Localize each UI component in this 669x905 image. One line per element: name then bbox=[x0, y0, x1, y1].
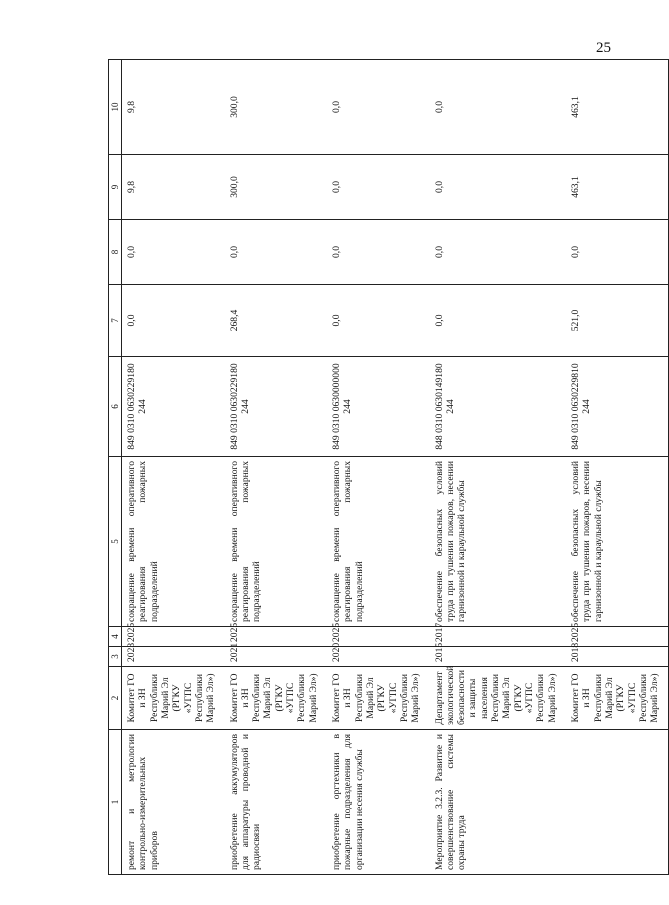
budget-code-cell: 849 0310 0630229180 244 bbox=[122, 357, 225, 457]
column-number: 9 bbox=[109, 155, 122, 220]
activity-cell: приобретение аккумуляторов для аппаратуры проводной и радиосвязи bbox=[225, 730, 328, 875]
column-number: 5 bbox=[109, 457, 122, 627]
value-cell-8: 0,0 bbox=[327, 220, 430, 285]
activity-cell: ремонт и метрологии контрольно-измерительных приборов bbox=[122, 730, 225, 875]
budget-code-cell: 848 0310 0630149180 244 bbox=[430, 357, 566, 457]
result-cell: обеспечение безопасных условий труда при тушении пожаров, несении гарнизонной и караульной службы bbox=[430, 457, 566, 627]
value-cell-8: 0,0 bbox=[122, 220, 225, 285]
column-number: 8 bbox=[109, 220, 122, 285]
end-year-cell: 2025 bbox=[122, 627, 225, 647]
start-year-cell: 2015 bbox=[430, 647, 566, 667]
table-row bbox=[225, 60, 328, 875]
value-cell-9: 300,0 bbox=[225, 155, 328, 220]
start-year-cell: 2021 bbox=[225, 647, 328, 667]
value-cell-8: 0,0 bbox=[430, 220, 566, 285]
value-cell-10: 300,0 bbox=[225, 60, 328, 155]
value-cell-9: 9,8 bbox=[122, 155, 225, 220]
start-year-cell: 2020 bbox=[327, 647, 430, 667]
value-cell-7: 0,0 bbox=[430, 285, 566, 357]
activity-cell bbox=[566, 730, 669, 875]
budget-code-cell: 849 0310 0630000000 244 bbox=[327, 357, 430, 457]
value-cell-10: 0,0 bbox=[430, 60, 566, 155]
executor-cell: Комитет ГО и ЗН Республики Марий Эл (РГКУ «УГПС Республики Марий Эл») bbox=[122, 667, 225, 730]
executor-cell: Комитет ГО и ЗН Республики Марий Эл (РГКУ «УГПС Республики Марий Эл») bbox=[225, 667, 328, 730]
column-number: 2 bbox=[109, 667, 122, 730]
end-year-cell: 2017 bbox=[430, 627, 566, 647]
table-row bbox=[430, 60, 566, 875]
table-row bbox=[327, 60, 430, 875]
column-number: 7 bbox=[109, 285, 122, 357]
page-number: 25 bbox=[596, 40, 611, 56]
budget-table bbox=[108, 59, 669, 875]
end-year-cell: 2025 bbox=[327, 627, 430, 647]
rotated-table-container bbox=[108, 60, 661, 875]
result-cell: сокращение времени оперативного реагирования пожарных подразделений bbox=[122, 457, 225, 627]
column-number-row bbox=[109, 60, 122, 875]
executor-cell: Комитет ГО и ЗН Республики Марий Эл (РГКУ «УГПС Республики Марий Эл») bbox=[327, 667, 430, 730]
column-number: 3 bbox=[109, 647, 122, 667]
end-year-cell: 2025 bbox=[225, 627, 328, 647]
value-cell-8: 0,0 bbox=[566, 220, 669, 285]
result-cell: сокращение времени оперативного реагирования пожарных подразделений bbox=[225, 457, 328, 627]
table-row bbox=[566, 60, 669, 875]
budget-code-cell: 849 0310 0630229810 244 bbox=[566, 357, 669, 457]
value-cell-9: 0,0 bbox=[430, 155, 566, 220]
end-year-cell: 2025 bbox=[566, 627, 669, 647]
value-cell-8: 0,0 bbox=[225, 220, 328, 285]
value-cell-7: 0,0 bbox=[122, 285, 225, 357]
start-year-cell: 2023 bbox=[122, 647, 225, 667]
value-cell-9: 463,1 bbox=[566, 155, 669, 220]
value-cell-10: 0,0 bbox=[327, 60, 430, 155]
result-cell: сокращение времени оперативного реагирования пожарных подразделений bbox=[327, 457, 430, 627]
activity-cell: приобретение оргтехники в пожарные подразделения для организации несения службы bbox=[327, 730, 430, 875]
executor-cell: Комитет ГО и ЗН Республики Марий Эл (РГКУ «УГПС Республики Марий Эл») bbox=[566, 667, 669, 730]
budget-code-cell: 849 0310 0630229180 244 bbox=[225, 357, 328, 457]
activity-cell: Мероприятие 3.2.3. Развитие и совершенствование системы охраны труда bbox=[430, 730, 566, 875]
result-cell: обеспечение безопасных условий труда при тушении пожаров, несении гарнизонной и караульной службы bbox=[566, 457, 669, 627]
executor-cell: Департамент экологической безопасности и защиты населения Республики Марий Эл (РГКУ «УГПС Республики Марий Эл») bbox=[430, 667, 566, 730]
column-number: 4 bbox=[109, 627, 122, 647]
value-cell-7: 521,0 bbox=[566, 285, 669, 357]
column-number: 10 bbox=[109, 60, 122, 155]
table-row bbox=[122, 60, 225, 875]
value-cell-7: 0,0 bbox=[327, 285, 430, 357]
value-cell-10: 463,1 bbox=[566, 60, 669, 155]
value-cell-9: 0,0 bbox=[327, 155, 430, 220]
value-cell-10: 9,8 bbox=[122, 60, 225, 155]
start-year-cell: 2018 bbox=[566, 647, 669, 667]
column-number: 1 bbox=[109, 730, 122, 875]
column-number: 6 bbox=[109, 357, 122, 457]
value-cell-7: 268,4 bbox=[225, 285, 328, 357]
